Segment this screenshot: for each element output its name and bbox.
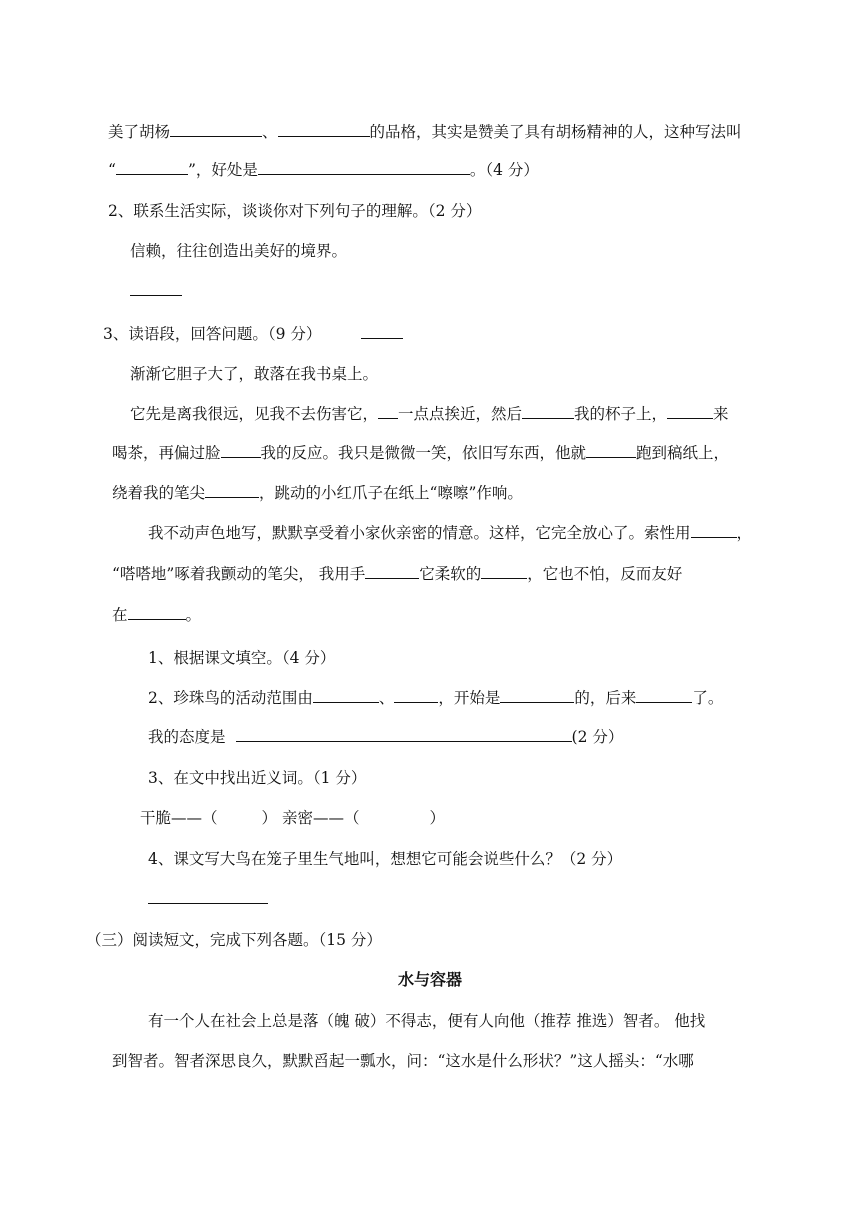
q3-sub-4-answer-line[interactable] xyxy=(148,888,268,910)
q3-para-2-line-3 xyxy=(112,482,523,504)
q3-para-3-line-2 xyxy=(112,563,682,585)
q2-answer-line[interactable] xyxy=(130,280,182,302)
blank[interactable] xyxy=(313,687,379,703)
blank[interactable] xyxy=(636,687,692,703)
blank[interactable] xyxy=(691,522,737,538)
passage-text: 喝茶，再偏过脸 xyxy=(112,444,221,462)
article-para-line-1: 有一个人在社会上总是落（魄 破）不得志，便有人向他（推荐 推选）智者。 他找 xyxy=(148,1012,706,1030)
passage-text: 我不动声色地写，默默享受着小家伙亲密的情意。这样，它完全放心了。索性用 xyxy=(148,524,691,542)
passage-text: “嗒嗒地”啄着我颤动的笔尖， 我用手 xyxy=(112,565,366,583)
passage-text: 跑到稿纸上， xyxy=(636,444,730,462)
score-text: (2 分） xyxy=(571,728,624,746)
q3-sub-2-line-2 xyxy=(148,726,623,748)
q2-sentence: 信赖，往往创造出美好的境界。 xyxy=(130,242,348,260)
question-text: 、 xyxy=(378,689,395,707)
blank[interactable] xyxy=(500,687,574,703)
blank[interactable] xyxy=(586,442,636,458)
passage-text: 它先是离我很远，见我不去伤害它， xyxy=(130,405,379,423)
passage-text: ，跳动的小红爪子在纸上“嚓嚓”作响。 xyxy=(259,484,523,502)
question-text: ，开始是 xyxy=(438,689,501,707)
q3-sub-3: 3、在文中找出近义词。（1 分） xyxy=(148,769,367,787)
blank[interactable] xyxy=(278,121,370,137)
blank[interactable] xyxy=(378,403,398,419)
q3-sub-2-line-1 xyxy=(148,687,723,709)
question-text: 了。 xyxy=(692,689,724,707)
passage-text: ， xyxy=(736,524,753,542)
blank[interactable] xyxy=(205,482,259,498)
q3-title-text: 3、读语段，回答问题。（9 分） xyxy=(103,325,322,343)
blank[interactable] xyxy=(522,403,574,419)
passage-text: 。 xyxy=(185,606,202,624)
blank[interactable] xyxy=(170,121,262,137)
synonym-prompt: 干脆——（ xyxy=(140,809,218,827)
q1-text-d: ”，好处是 xyxy=(187,161,258,179)
q3-sub-3-synonyms xyxy=(140,807,445,829)
synonym-prompt: ） xyxy=(429,809,445,827)
q1-score: 。（4 分） xyxy=(469,161,539,179)
q3-para-3-line-1 xyxy=(148,522,752,544)
q1-text-b: 、 xyxy=(262,123,278,141)
blank[interactable] xyxy=(236,726,572,742)
article-title: 水与容器 xyxy=(397,970,462,989)
passage-text: 它柔软的 xyxy=(419,565,482,583)
blank[interactable] xyxy=(481,563,527,579)
passage-text: 来 xyxy=(713,405,729,423)
passage-text: 在 xyxy=(112,606,128,624)
blank[interactable] xyxy=(148,888,268,904)
passage-text: 我的杯子上， xyxy=(574,405,668,423)
q3-para-1: 渐渐它胆子大了，敢落在我书桌上。 xyxy=(130,365,379,383)
article-para-line-2: 到智者。智者深思良久，默默舀起一瓢水，问：“这水是什么形状？”这人摇头：“水哪 xyxy=(112,1052,694,1070)
blank[interactable] xyxy=(361,323,403,339)
question-text: 我的态度是 xyxy=(148,728,226,746)
passage-text: 一点点挨近，然后 xyxy=(398,405,523,423)
q1-text-a: 美了胡杨 xyxy=(108,123,171,141)
q3-sub-1: 1、根据课文填空。（4 分） xyxy=(148,649,336,667)
blank[interactable] xyxy=(221,442,261,458)
blank[interactable] xyxy=(116,159,188,175)
q3-title xyxy=(103,323,403,345)
q1-line-1 xyxy=(108,121,742,143)
passage-text: 绕着我的笔尖 xyxy=(112,484,206,502)
blank[interactable] xyxy=(130,280,182,296)
q1-line-2 xyxy=(108,159,539,181)
q1-text-c: 的品格，其实是赞美了具有胡杨精神的人，这种写法叫 xyxy=(369,123,742,141)
q3-para-2-line-1 xyxy=(130,403,729,425)
q2-title: 2、联系生活实际，谈谈你对下列句子的理解。（2 分） xyxy=(108,202,482,220)
blank[interactable] xyxy=(394,687,438,703)
q1-quote-open: “ xyxy=(108,161,116,179)
synonym-prompt: ） 亲密——（ xyxy=(261,809,360,827)
question-text: 2、珍珠鸟的活动范围由 xyxy=(148,689,313,707)
blank[interactable] xyxy=(365,563,419,579)
passage-text: 我的反应。我只是微微一笑，依旧写东西，他就 xyxy=(260,444,587,462)
blank[interactable] xyxy=(128,604,186,620)
section-3-header: （三）阅读短文，完成下列各题。（15 分） xyxy=(86,931,382,949)
q3-para-3-line-3 xyxy=(112,604,201,626)
passage-text: ，它也不怕，反而友好 xyxy=(527,565,683,583)
question-text: 的，后来 xyxy=(574,689,637,707)
q3-para-2-line-2 xyxy=(112,442,729,464)
blank[interactable] xyxy=(667,403,713,419)
blank[interactable] xyxy=(258,159,470,175)
q3-sub-4: 4、课文写大鸟在笼子里生气地叫，想想它可能会说些什么？（2 分） xyxy=(148,850,623,868)
